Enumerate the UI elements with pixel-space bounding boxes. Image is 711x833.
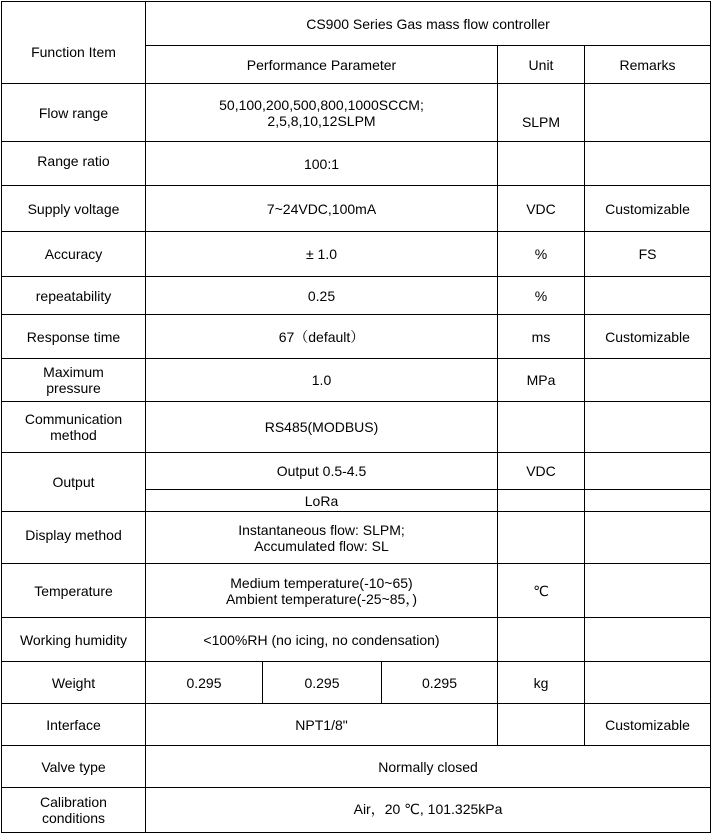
- display-method-unit: [498, 512, 585, 564]
- table-row-display-method: [2, 512, 711, 564]
- interface-unit: [498, 704, 585, 746]
- maximum-pressure-unit: MPa: [498, 359, 585, 402]
- weight-value-3: 0.295: [382, 662, 498, 704]
- working-humidity-label: Working humidity: [2, 618, 146, 662]
- display-method-value: [146, 512, 498, 564]
- weight-value-1: 0.295: [146, 662, 263, 704]
- range-ratio-unit: [498, 142, 585, 186]
- table-row-working-humidity: [2, 618, 711, 662]
- interface-value: NPT1/8": [146, 704, 498, 746]
- output-unit-2: [498, 490, 585, 512]
- table-row-response-time: [2, 315, 711, 359]
- remarks-header: Remarks: [585, 46, 711, 84]
- display-method-value-line2: Accumulated flow: SL: [254, 537, 389, 554]
- flow-range-unit: SLPM: [498, 84, 585, 142]
- temperature-value: [146, 564, 498, 618]
- calibration-conditions-value: Air，20 ℃, 101.325kPa: [146, 788, 711, 833]
- working-humidity-unit: [498, 618, 585, 662]
- accuracy-label: Accuracy: [2, 232, 146, 277]
- working-humidity-value: <100%RH (no icing, no condensation): [146, 618, 498, 662]
- response-time-label: Response time: [2, 315, 146, 359]
- flow-range-value: [146, 84, 498, 142]
- table-row-temperature: [2, 564, 711, 618]
- flow-range-remarks: [585, 84, 711, 142]
- accuracy-value: ± 1.0: [146, 232, 498, 277]
- header-row-title: [2, 2, 711, 46]
- temperature-unit: ℃: [498, 564, 585, 618]
- table-row-weight: [2, 662, 711, 704]
- maximum-pressure-label-line2: pressure: [46, 380, 101, 396]
- calibration-conditions-label-line1: Calibration: [40, 794, 107, 810]
- range-ratio-label: Range ratio: [2, 142, 146, 186]
- supply-voltage-remarks: Customizable: [585, 186, 711, 232]
- temperature-remarks: [585, 564, 711, 618]
- repeatability-remarks: [585, 277, 711, 315]
- flow-range-value-line2: 2,5,8,10,12SLPM: [267, 112, 376, 129]
- accuracy-remarks: FS: [585, 232, 711, 277]
- output-value-1: Output 0.5-4.5: [146, 453, 498, 490]
- calibration-conditions-label: [2, 788, 146, 833]
- table-title: CS900 Series Gas mass flow controller: [146, 2, 711, 46]
- valve-type-label: Valve type: [2, 746, 146, 788]
- communication-method-label-line2: method: [50, 427, 97, 443]
- temperature-value-line2: Ambient temperature(-25~85，): [225, 590, 418, 607]
- communication-method-label: [2, 402, 146, 453]
- weight-unit: kg: [498, 662, 585, 704]
- display-method-value-line1: Instantaneous flow: SLPM;: [238, 521, 405, 538]
- accuracy-unit: %: [498, 232, 585, 277]
- valve-type-value: Normally closed: [146, 746, 711, 788]
- maximum-pressure-remarks: [585, 359, 711, 402]
- communication-method-value: RS485(MODBUS): [146, 402, 498, 453]
- output-unit: VDC: [498, 453, 585, 490]
- range-ratio-value: 100:1: [146, 142, 498, 186]
- flow-range-label: Flow range: [2, 84, 146, 142]
- repeatability-unit: %: [498, 277, 585, 315]
- supply-voltage-unit: VDC: [498, 186, 585, 232]
- interface-label: Interface: [2, 704, 146, 746]
- table-row-accuracy: [2, 232, 711, 277]
- function-item-header: Function Item: [2, 2, 146, 84]
- output-remarks-1: [585, 453, 711, 490]
- working-humidity-remarks: [585, 618, 711, 662]
- table-row-interface: [2, 704, 711, 746]
- output-value-2: LoRa: [146, 490, 498, 512]
- table-row-repeatability: [2, 277, 711, 315]
- output-label: Output: [2, 453, 146, 512]
- table-row-maximum-pressure: [2, 359, 711, 402]
- communication-method-label-line1: Communication: [24, 411, 123, 427]
- table-row-supply-voltage: [2, 186, 711, 232]
- unit-header: Unit: [498, 46, 585, 84]
- output-remarks-2: [585, 490, 711, 512]
- maximum-pressure-label: [2, 359, 146, 402]
- table-row-flow-range: [2, 84, 711, 142]
- repeatability-value: 0.25: [146, 277, 498, 315]
- weight-remarks: [585, 662, 711, 704]
- maximum-pressure-label-line1: Maximum: [43, 364, 104, 380]
- response-time-unit: ms: [498, 315, 585, 359]
- interface-remarks: Customizable: [585, 704, 711, 746]
- supply-voltage-value: 7~24VDC,100mA: [146, 186, 498, 232]
- temperature-label: Temperature: [2, 564, 146, 618]
- weight-label: Weight: [2, 662, 146, 704]
- table-row-range-ratio: [2, 142, 711, 186]
- table-row-communication-method: [2, 402, 711, 453]
- supply-voltage-label: Supply voltage: [2, 186, 146, 232]
- response-time-remarks: Customizable: [585, 315, 711, 359]
- communication-method-remarks: [585, 402, 711, 453]
- repeatability-label: repeatability: [2, 277, 146, 315]
- communication-method-unit: [498, 402, 585, 453]
- display-method-label: Display method: [2, 512, 146, 564]
- flow-range-value-line1: 50,100,200,500,800,1000SCCM;: [219, 96, 424, 113]
- table-row-calibration-conditions: [2, 788, 711, 833]
- table-row-valve-type: [2, 746, 711, 788]
- calibration-conditions-label-line2: conditions: [41, 810, 106, 826]
- weight-value-2: 0.295: [263, 662, 382, 704]
- response-time-value: 67（default）: [146, 315, 498, 359]
- temperature-value-line1: Medium temperature(-10~65): [230, 574, 413, 591]
- spec-table: [1, 1, 711, 833]
- maximum-pressure-value: 1.0: [146, 359, 498, 402]
- table-row-output: [2, 453, 711, 490]
- display-method-remarks: [585, 512, 711, 564]
- performance-parameter-header: Performance Parameter: [146, 46, 498, 84]
- range-ratio-remarks: [585, 142, 711, 186]
